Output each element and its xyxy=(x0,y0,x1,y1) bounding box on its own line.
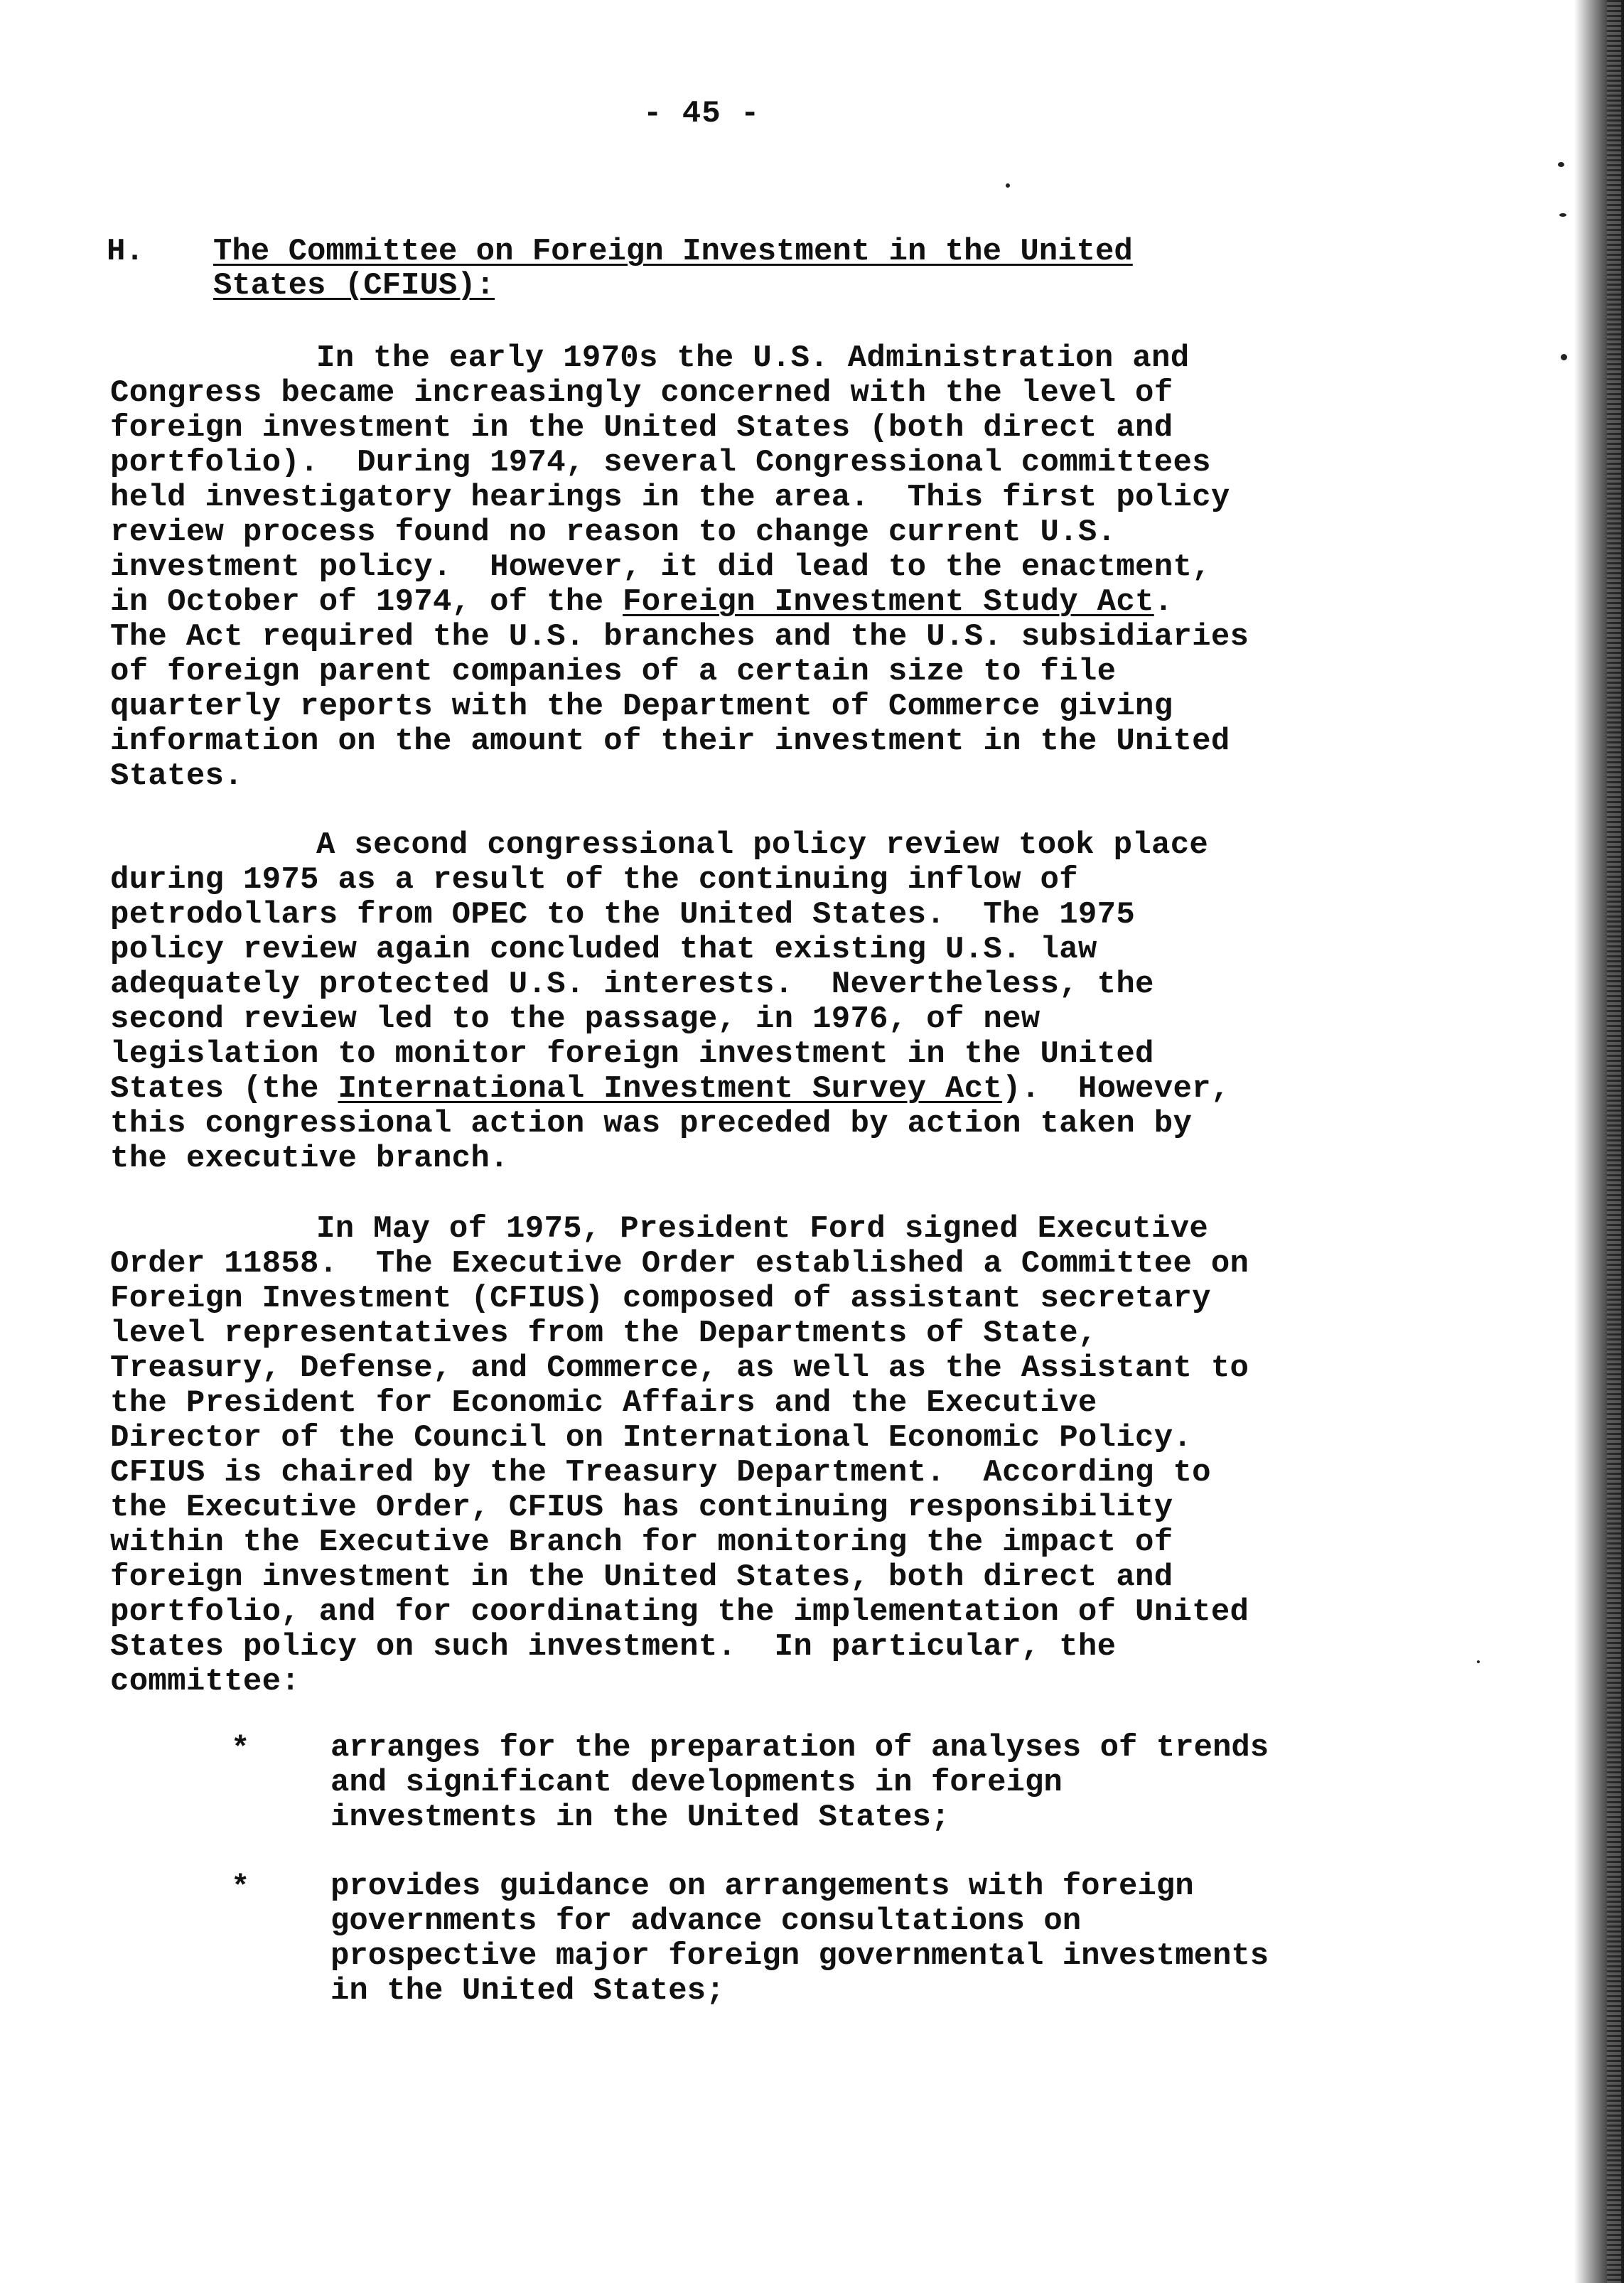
act-title-foreign-investment-study-act: Foreign Investment Study Act xyxy=(623,584,1154,620)
text-line: Order 11858. The Executive Order established a Committee on xyxy=(110,1246,1249,1282)
scan-speck xyxy=(1006,183,1010,188)
text-line: this congressional action was preceded by action taken by xyxy=(110,1106,1193,1142)
text-line: investment policy. However, it did lead to the enactment, xyxy=(110,549,1211,585)
text-segment: States (the xyxy=(110,1071,338,1107)
text-line: legislation to monitor foreign investment in the United xyxy=(110,1036,1154,1072)
text-line: policy review again concluded that existing U.S. law xyxy=(110,932,1097,967)
text-line: information on the amount of their investment in the United xyxy=(110,724,1230,759)
text-segment: ). However, xyxy=(1002,1071,1230,1107)
text-line: investments in the United States; xyxy=(330,1800,950,1835)
text-segment: . xyxy=(1154,584,1173,620)
text-line: In the early 1970s the U.S. Administration and xyxy=(316,340,1190,376)
act-title-international-investment-survey-act: International Investment Survey Act xyxy=(338,1071,1003,1107)
text-line: portfolio, and for coordinating the implementation of United xyxy=(110,1594,1249,1630)
text-line xyxy=(110,585,1333,620)
text-line: quarterly reports with the Department of Commerce giving xyxy=(110,689,1173,724)
text-line: States policy on such investment. In particular, the xyxy=(110,1629,1117,1665)
text-line: held investigatory hearings in the area. This first policy xyxy=(110,480,1230,515)
text-line: the Executive Order, CFIUS has continuing responsibility xyxy=(110,1490,1173,1525)
text-line: in the United States; xyxy=(330,1973,725,2009)
text-line: In May of 1975, President Ford signed Executive xyxy=(316,1211,1209,1247)
text-line: within the Executive Branch for monitoring the impact of xyxy=(110,1525,1173,1560)
text-line xyxy=(110,1072,1333,1107)
text-line: the executive branch. xyxy=(110,1141,509,1176)
text-line: CFIUS is chaired by the Treasury Department. According to xyxy=(110,1455,1211,1490)
text-line: A second congressional policy review took place xyxy=(316,827,1209,863)
text-line: prospective major foreign governmental investments xyxy=(330,1938,1269,1974)
scan-speck xyxy=(1559,213,1566,217)
list-item-text xyxy=(330,1869,1368,2009)
page-number: - 45 - xyxy=(643,96,760,131)
section-title-line: The Committee on Foreign Investment in the United xyxy=(213,234,1133,269)
paragraph-3 xyxy=(110,1212,1333,1699)
section-title xyxy=(213,235,1308,303)
scan-speck xyxy=(1477,1660,1480,1663)
text-line: Director of the Council on International Economic Policy. xyxy=(110,1420,1193,1456)
paragraph-2 xyxy=(110,828,1333,1176)
text-line: adequately protected U.S. interests. Nevertheless, the xyxy=(110,967,1154,1002)
section-title-line: States (CFIUS): xyxy=(213,268,495,303)
text-line: and significant developments in foreign xyxy=(330,1765,1063,1800)
text-line: provides guidance on arrangements with foreign xyxy=(330,1869,1194,1904)
scan-speck xyxy=(1558,162,1564,167)
list-item-text xyxy=(330,1731,1368,1835)
text-line: Foreign Investment (CFIUS) composed of assistant secretary xyxy=(110,1281,1211,1316)
scan-edge-marks xyxy=(1607,0,1621,2283)
bullet-star-icon: * xyxy=(231,1870,250,1906)
text-line: governments for advance consultations on xyxy=(330,1903,1082,1939)
text-line: foreign investment in the United States, both direct and xyxy=(110,1559,1173,1595)
bullet-star-icon: * xyxy=(231,1731,250,1767)
text-line: petrodollars from OPEC to the United States. The 1975 xyxy=(110,897,1136,933)
text-line: Congress became increasingly concerned with the level of xyxy=(110,375,1173,411)
text-line: during 1975 as a result of the continuing inflow of xyxy=(110,862,1078,898)
text-line: Treasury, Defense, and Commerce, as well as the Assistant to xyxy=(110,1350,1249,1386)
text-line: portfolio). During 1974, several Congressional committees xyxy=(110,445,1211,480)
text-line: of foreign parent companies of a certain size to file xyxy=(110,654,1117,689)
text-line: the President for Economic Affairs and the Executive xyxy=(110,1385,1097,1421)
text-segment: in October of 1974, of the xyxy=(110,584,623,620)
scan-speck xyxy=(1561,354,1567,360)
text-line: review process found no reason to change current U.S. xyxy=(110,515,1117,550)
text-line: States. xyxy=(110,758,243,794)
text-line: arranges for the preparation of analyses of trends xyxy=(330,1730,1269,1766)
text-line: second review led to the passage, in 1976, of new xyxy=(110,1001,1040,1037)
text-line: foreign investment in the United States (both direct and xyxy=(110,410,1173,446)
paragraph-1 xyxy=(110,341,1333,794)
text-line: committee: xyxy=(110,1664,301,1699)
section-letter: H. xyxy=(107,234,144,269)
text-line: level representatives from the Departments of State, xyxy=(110,1316,1097,1351)
text-line: The Act required the U.S. branches and the U.S. subsidiaries xyxy=(110,619,1249,655)
